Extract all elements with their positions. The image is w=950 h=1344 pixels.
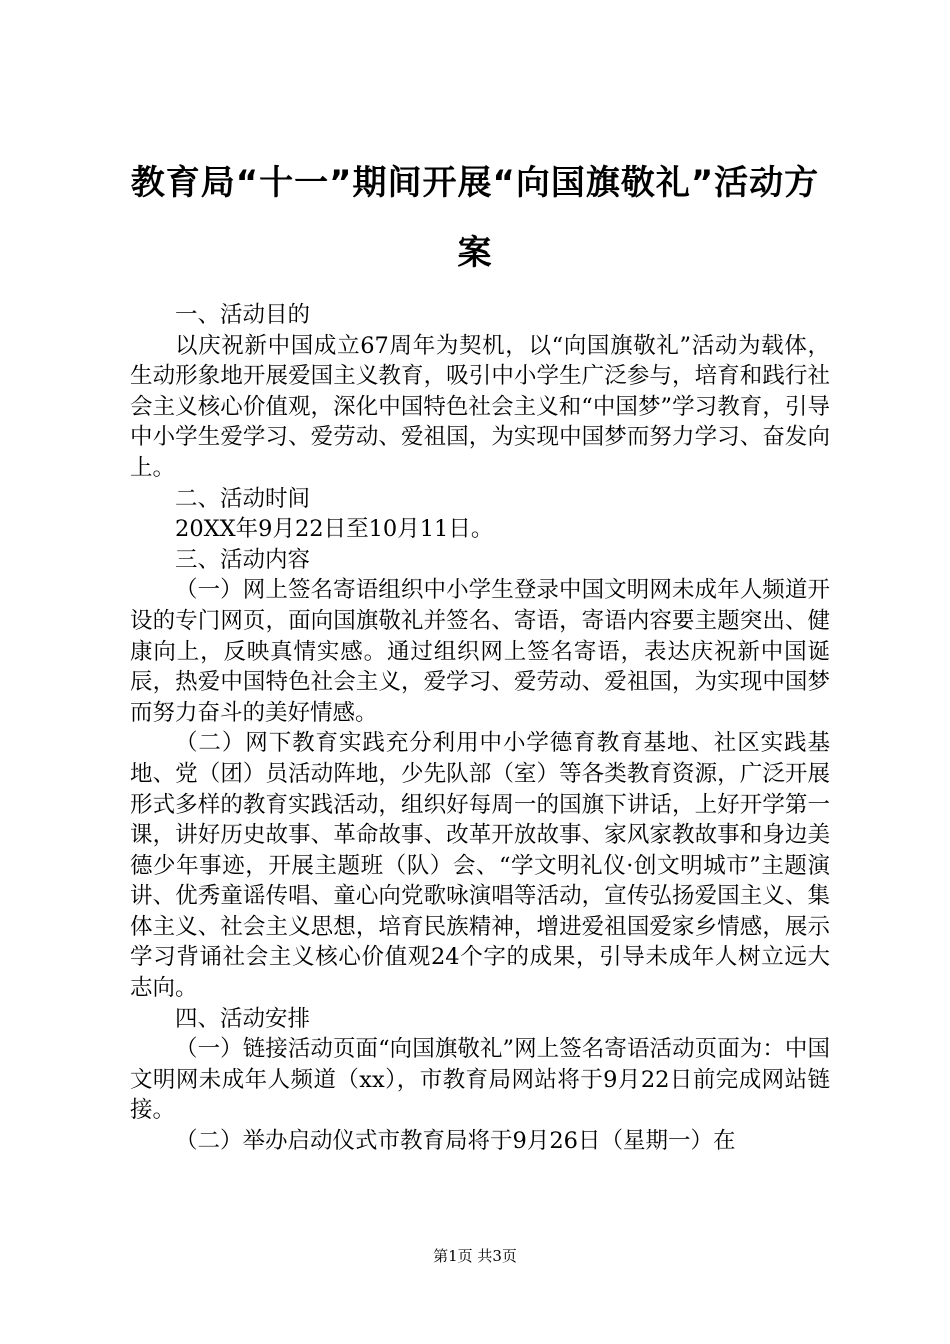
paragraph: （二）举办启动仪式市教育局将于9月26日（星期一）在 (175, 1128, 736, 1155)
section-heading: 二、活动时间 (175, 485, 311, 512)
paragraph: 20XX年9月22日至10月11日。 (175, 516, 494, 543)
section-heading: 一、活动目的 (175, 302, 311, 328)
section-heading: 四、活动安排 (175, 1005, 311, 1032)
document-title: 教育局“十一”期间开展“向国旗敬礼”活动方案 (130, 163, 820, 273)
paragraph: （一）链接活动页面“向国旗敬礼”网上签名寄语活动页面为：中国文明网未成年人频道（xx），市教育局网站将于9月22日前完成网站链接。 (130, 1036, 830, 1124)
paragraph: （二）网下教育实践充分利用中小学德育教育基地、社区实践基地、党（团）员活动阵地，少先队部（室）等各类教育资源，广泛开展形式多样的教育实践活动，组织好每周一的国旗下讲话，上好开学第一课，讲好历史故事、革命故事、改革开放故事、家风家教故事和身边美德少年事迹，开展主题班（队）会、“学文明礼仪·创文明城市”主题演讲、优秀童谣传唱、童心向党歌咏演唱等活动，宣传弘扬爱国主义、集体主义、社会主义思想，培育民族精神，增进爱祖国爱家乡情感，展示学习背诵社会主义核心价值观24个字的成果，引导未成年人树立远大志向。 (130, 730, 830, 1002)
paragraph: （一）网上签名寄语组织中小学生登录中国文明网未成年人频道开设的专门网页，面向国旗敬礼并签名、寄语，寄语内容要主题突出、健康向上，反映真情实感。通过组织网上签名寄语，表达庆祝新中国诞辰，热爱中国特色社会主义，爱学习、爱劳动、爱祖国，为实现中国梦而努力奋斗的美好情感。 (130, 577, 830, 726)
paragraph: 以庆祝新中国成立67周年为契机，以“向国旗敬礼”活动为载体，生动形象地开展爱国主义教育，吸引中小学生广泛参与，培育和践行社会主义核心价值观，深化中国特色社会主义和“中国梦”学习教育，引导中小学生爱学习、爱劳动、爱祖国，为实现中国梦而努力学习、奋发向上。 (130, 332, 830, 481)
section-heading: 三、活动内容 (175, 546, 311, 573)
page-footer: 第1页 共3页 (433, 1247, 517, 1265)
document-body (130, 300, 830, 1157)
